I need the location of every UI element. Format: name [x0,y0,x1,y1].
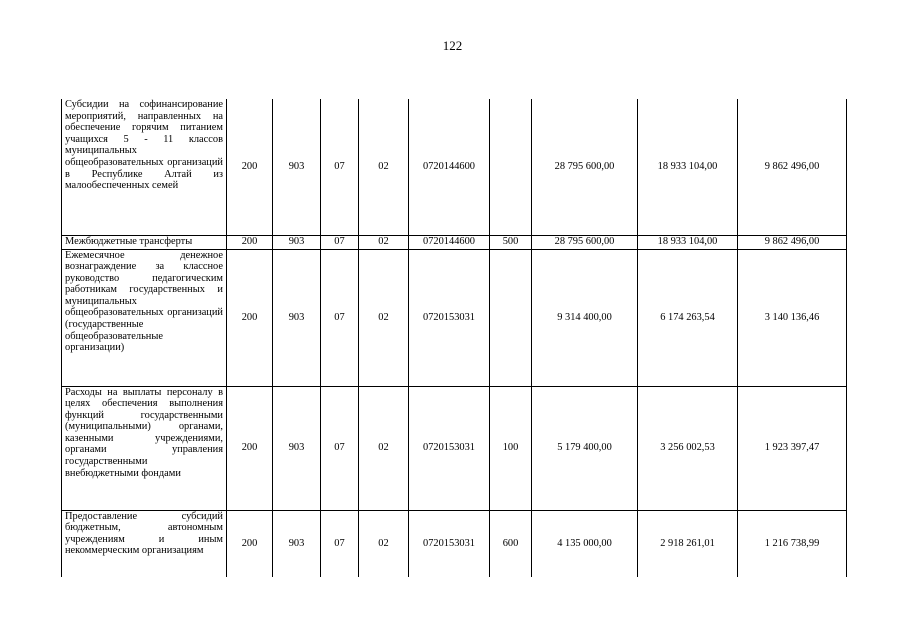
cell-executed-amount: 18 933 104,00 [638,99,738,235]
cell-remaining-amount: 1 923 397,47 [738,386,847,510]
cell-section: 07 [321,235,359,249]
cell-target-article: 0720144600 [409,99,490,235]
cell-target-article: 0720144600 [409,235,490,249]
cell-section: 07 [321,386,359,510]
cell-executed-amount: 6 174 263,54 [638,249,738,386]
table-row [62,99,847,235]
row-description: Ежемесячное денежное вознаграждение за классное руководство педагогическим работникам государственных и муниципальных общеобразовательных организаций (государственные общеобразовательные организации) [62,249,227,386]
cell-admin-code: 200 [227,235,273,249]
cell-ministry-code: 903 [273,386,321,510]
table-row [62,235,847,249]
row-description: Межбюджетные трансферты [62,235,227,249]
cell-remaining-amount: 9 862 496,00 [738,235,847,249]
cell-target-article: 0720153031 [409,510,490,577]
cell-subsection: 02 [359,510,409,577]
cell-ministry-code: 903 [273,249,321,386]
table-row [62,510,847,577]
cell-admin-code: 200 [227,510,273,577]
cell-planned-amount: 4 135 000,00 [532,510,638,577]
table-row [62,249,847,386]
cell-planned-amount: 28 795 600,00 [532,99,638,235]
cell-target-article: 0720153031 [409,386,490,510]
page-number: 122 [442,38,463,53]
cell-subsection: 02 [359,386,409,510]
cell-ministry-code: 903 [273,510,321,577]
cell-remaining-amount: 1 216 738,99 [738,510,847,577]
row-description: Расходы на выплаты персоналу в целях обеспечения выполнения функций государственными (муниципальными) органами, казенными учреждениями, органами управления государственными внебюджетными фондами [62,386,227,510]
cell-admin-code: 200 [227,99,273,235]
cell-admin-code: 200 [227,249,273,386]
cell-subsection: 02 [359,235,409,249]
cell-expense-type: 600 [490,510,532,577]
cell-expense-type: 500 [490,235,532,249]
cell-planned-amount: 28 795 600,00 [532,235,638,249]
cell-expense-type [490,249,532,386]
cell-expense-type: 100 [490,386,532,510]
cell-remaining-amount: 3 140 136,46 [738,249,847,386]
cell-ministry-code: 903 [273,235,321,249]
cell-subsection: 02 [359,249,409,386]
cell-section: 07 [321,249,359,386]
table-row [62,386,847,510]
cell-section: 07 [321,99,359,235]
cell-target-article: 0720153031 [409,249,490,386]
cell-remaining-amount: 9 862 496,00 [738,99,847,235]
cell-executed-amount: 2 918 261,01 [638,510,738,577]
cell-planned-amount: 5 179 400,00 [532,386,638,510]
row-description: Предоставление субсидий бюджетным, автономным учреждениям и иным некоммерческим организациям [62,510,227,577]
cell-section: 07 [321,510,359,577]
cell-planned-amount: 9 314 400,00 [532,249,638,386]
cell-executed-amount: 3 256 002,53 [638,386,738,510]
cell-subsection: 02 [359,99,409,235]
cell-executed-amount: 18 933 104,00 [638,235,738,249]
cell-expense-type [490,99,532,235]
cell-ministry-code: 903 [273,99,321,235]
row-description: Субсидии на софинансирование мероприятий, направленных на обеспечение горячим питанием учащихся 5 - 11 классов муниципальных общеобразовательных организаций в Республике Алтай из малообеспеченных семей [62,99,227,235]
budget-table [61,99,847,577]
cell-admin-code: 200 [227,386,273,510]
